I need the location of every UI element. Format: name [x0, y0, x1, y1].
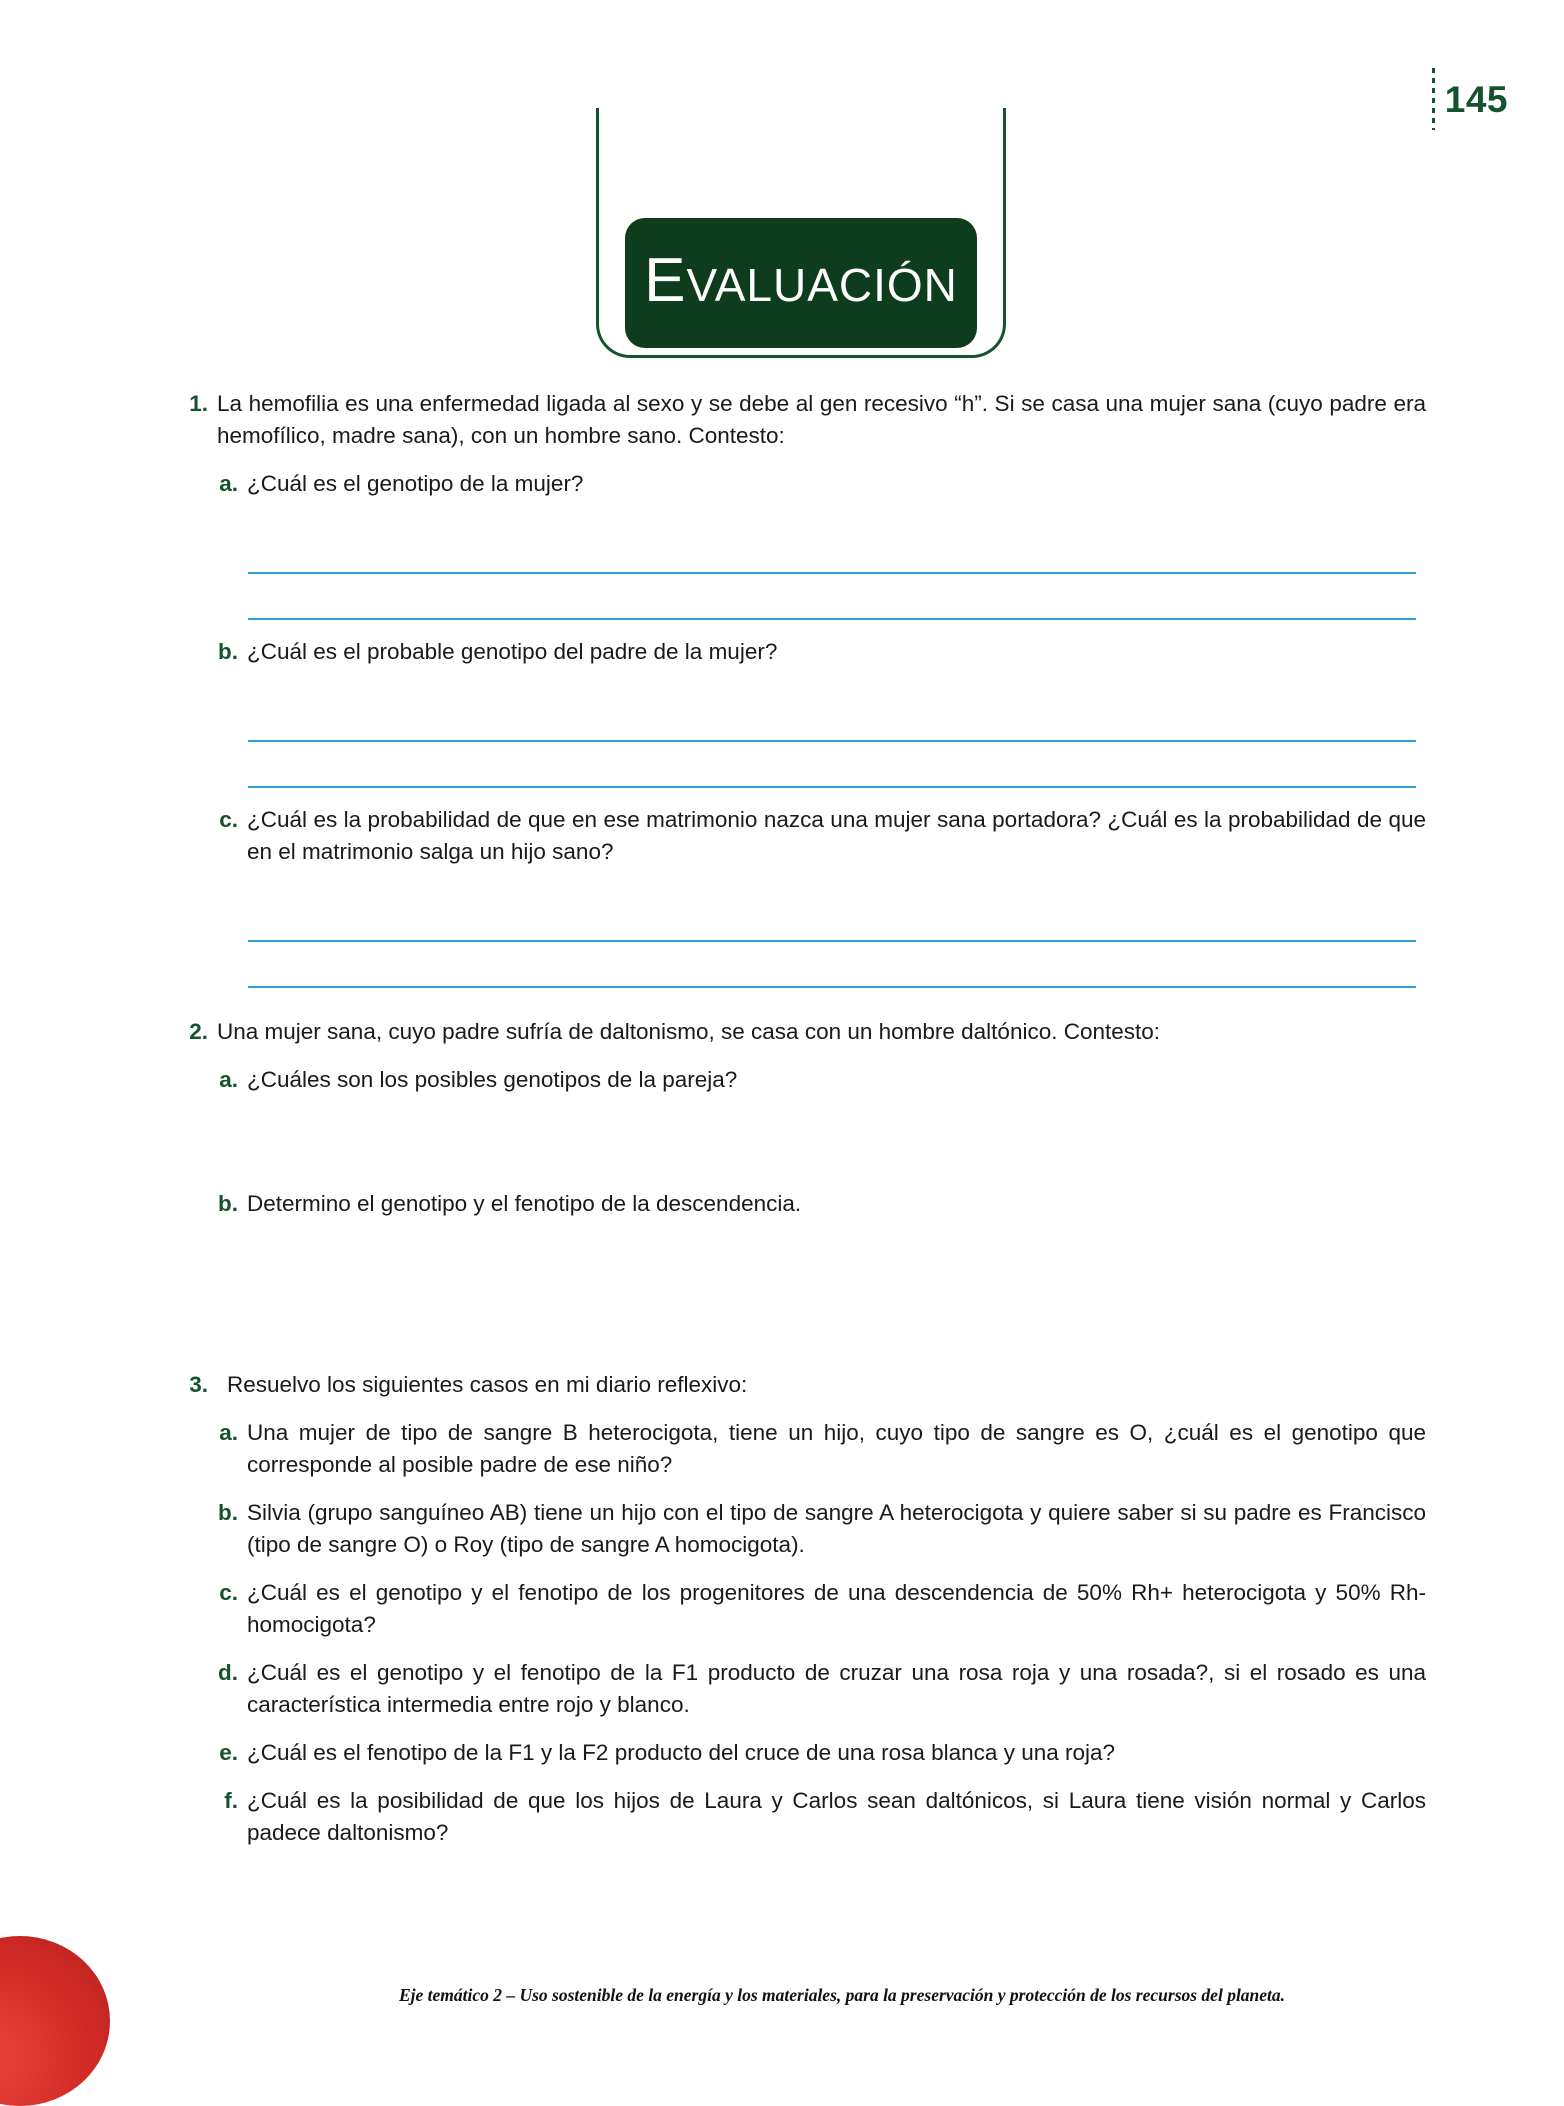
spacer — [176, 500, 1426, 528]
question-2-item-b-letter: b. — [218, 1190, 238, 1216]
page-title-capital: E — [644, 246, 687, 315]
question-3-item-f-letter: f. — [224, 1787, 238, 1813]
question-3 — [176, 1369, 1426, 1401]
spacer — [176, 1401, 1426, 1417]
question-1-item-c-letter: c. — [219, 806, 238, 832]
spacer — [176, 452, 1426, 468]
spacer — [176, 988, 1426, 1016]
answer-line[interactable] — [248, 528, 1416, 574]
question-1-item-b — [208, 636, 1426, 668]
question-2-item-b-text: Determino el genotipo y el fenotipo de la descendencia. — [247, 1190, 802, 1216]
page-title-rest: VALUACIÓN — [686, 259, 958, 311]
spacer — [176, 620, 1426, 636]
question-3-item-b-text: Silvia (grupo sanguíneo AB) tiene un hijo con el tipo de sangre A heterocigota y quiere saber si su padre es Francisco (tipo de sangre O) o Roy (tipo de sangre A homocigota). — [247, 1500, 1426, 1558]
page-number-rule — [1432, 68, 1435, 130]
question-3-item-e-letter: e. — [219, 1739, 238, 1765]
question-3-item-a-letter: a. — [219, 1420, 238, 1446]
question-3-item-d — [208, 1657, 1426, 1721]
question-3-item-c — [208, 1577, 1426, 1641]
decorative-circle — [0, 1936, 110, 2106]
question-2-item-b — [208, 1188, 1426, 1220]
spacer — [176, 1721, 1426, 1737]
spacer-work-area-2a — [176, 1096, 1426, 1188]
question-2-item-a-letter: a. — [219, 1066, 238, 1092]
spacer — [176, 1048, 1426, 1064]
question-2 — [176, 1016, 1426, 1048]
answer-line[interactable] — [248, 896, 1416, 942]
question-3-item-a — [208, 1417, 1426, 1481]
question-3-item-a-text: Una mujer de tipo de sangre B heterocigota, tiene un hijo, cuyo tipo de sangre es O, ¿cuál es el genotipo que corresponde al posible padre de ese niño? — [247, 1420, 1426, 1478]
question-3-number: 3. — [189, 1372, 208, 1398]
question-2-text: Una mujer sana, cuyo padre sufría de daltonismo, se casa con un hombre daltónico. Contesto: — [217, 1018, 1161, 1044]
question-3-item-e — [208, 1737, 1426, 1769]
page-number-block — [1432, 68, 1508, 130]
question-1-item-b-letter: b. — [218, 638, 238, 664]
question-1-number: 1. — [189, 391, 208, 416]
question-1-item-c — [208, 804, 1426, 868]
spacer — [176, 668, 1426, 696]
answer-line[interactable] — [248, 742, 1416, 788]
page-number: 145 — [1444, 78, 1508, 120]
question-3-item-b — [208, 1497, 1426, 1561]
spacer — [176, 788, 1426, 804]
page-title — [644, 246, 958, 316]
question-3-item-d-text: ¿Cuál es el genotipo y el fenotipo de la F1 producto de cruzar una rosa roja y una rosada?, si el rosado es una característica intermedia entre rojo y blanco. — [247, 1660, 1426, 1717]
answer-lines-1c — [248, 896, 1416, 988]
question-3-item-d-letter: d. — [218, 1660, 238, 1685]
question-1-item-c-text: ¿Cuál es la probabilidad de que en ese matrimonio nazca una mujer sana portadora? ¿Cuál es la probabilidad de que en el matrimonio salga un hijo sano? — [247, 806, 1426, 864]
question-3-item-f-text: ¿Cuál es la posibilidad de que los hijos de Laura y Carlos sean daltónicos, si Laura tiene visión normal y Carlos padece daltonismo? — [247, 1787, 1426, 1845]
answer-lines-1b — [248, 696, 1416, 788]
question-1-item-b-text: ¿Cuál es el probable genotipo del padre de la mujer? — [247, 638, 778, 664]
spacer — [176, 1769, 1426, 1785]
question-3-item-b-letter: b. — [218, 1500, 238, 1526]
spacer — [176, 1481, 1426, 1497]
question-1-item-a — [208, 468, 1426, 500]
question-2-item-a-text: ¿Cuáles son los posibles genotipos de la pareja? — [247, 1066, 738, 1092]
exercise-content — [176, 388, 1426, 1849]
answer-line[interactable] — [248, 696, 1416, 742]
question-3-item-f — [208, 1785, 1426, 1849]
answer-lines-1a — [248, 528, 1416, 620]
question-3-item-e-text: ¿Cuál es el fenotipo de la F1 y la F2 producto del cruce de una rosa blanca y una roja? — [247, 1739, 1116, 1765]
question-1-item-a-text: ¿Cuál es el genotipo de la mujer? — [247, 470, 584, 496]
question-3-text: Resuelvo los siguientes casos en mi diario reflexivo: — [227, 1372, 748, 1398]
spacer-work-area-2b — [176, 1219, 1426, 1369]
question-1-text: La hemofilia es una enfermedad ligada al sexo y se debe al gen recesivo “h”. Si se casa una mujer sana (cuyo padre era hemofílico, madre sana), con un hombre sano. Contesto: — [217, 391, 1426, 448]
question-3-item-c-letter: c. — [219, 1580, 238, 1606]
question-1 — [176, 388, 1426, 452]
question-2-item-a — [208, 1064, 1426, 1096]
question-3-item-c-text: ¿Cuál es el genotipo y el fenotipo de los progenitores de una descendencia de 50% Rh+ heterocigota y 50% Rh- homocigota? — [247, 1580, 1426, 1638]
answer-line[interactable] — [248, 942, 1416, 988]
answer-line[interactable] — [248, 574, 1416, 620]
question-2-number: 2. — [189, 1018, 208, 1044]
spacer — [176, 1561, 1426, 1577]
spacer — [176, 868, 1426, 896]
spacer — [176, 1641, 1426, 1657]
header-tab — [625, 218, 977, 348]
question-1-item-a-letter: a. — [219, 470, 238, 496]
footer-note: Eje temático 2 – Uso sostenible de la energía y los materiales, para la preservación y protección de los recursos del planeta. — [398, 1985, 1286, 2005]
